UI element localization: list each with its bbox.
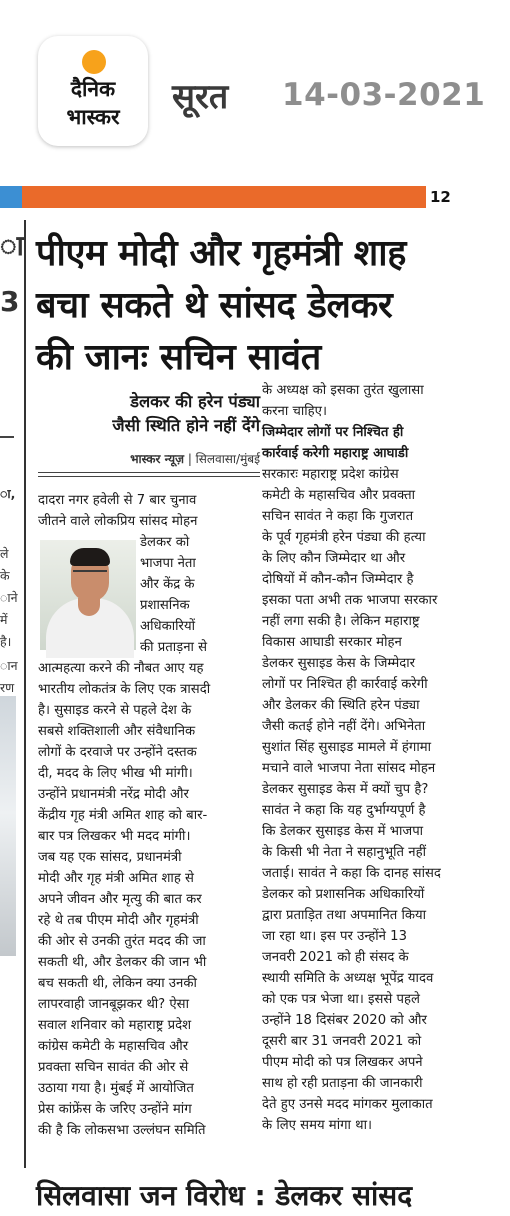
headline: [36, 228, 476, 384]
body-line: प्रशासनिक: [140, 598, 190, 613]
headline-line: की जानः सचिन सावंत: [36, 337, 321, 378]
body-line: है। सुसाइड करने से पहले देश के: [38, 703, 192, 718]
body-line: जताई। सावंत ने कहा कि दानह सांसद: [262, 866, 441, 881]
body-line: की प्रताड़ना से: [140, 640, 208, 655]
body-line: सकती थी, और डेलकर की जान भी: [38, 955, 207, 970]
adjacent-photo: [0, 696, 16, 956]
body-line: करना चाहिए।: [262, 404, 327, 419]
fragment-rule: [0, 436, 14, 438]
body-line: केंद्रीय गृह मंत्री अमित शाह को बार-: [38, 808, 208, 823]
body-line: कि डेलकर सुसाइड केस में भाजपा: [262, 824, 424, 839]
subheadline-line: डेलकर की हरेन पंड्या: [130, 392, 260, 411]
body-line: जब यह एक सांसद, प्रधानमंत्री: [38, 850, 182, 865]
body-line: अपने जीवन और मृत्यु की बात कर: [38, 892, 202, 907]
body-line: दूसरी बार 31 जनवरी 2021 को: [262, 1034, 422, 1049]
logo-text-top: दैनिक: [70, 76, 116, 101]
headline-line: पीएम मोदी और गृहमंत्री शाह: [36, 233, 407, 274]
next-article-headline: सिलवासा जन विरोध : डेलकर सांसद: [36, 1179, 413, 1212]
body-line: के पूर्व गृहमंत्री हरेन पंड्या की हत्या: [262, 530, 426, 545]
byline-place: | सिलवासा/मुंबई: [187, 452, 260, 466]
byline-rule: [38, 476, 260, 477]
byline: [38, 450, 260, 467]
edition-date: 14-03-2021: [282, 77, 486, 113]
body-line: सुशांत सिंह सुसाइड मामले में हंगामा: [262, 740, 432, 755]
body-line: बच सकती थी, लेकिन क्या उनकी: [38, 976, 197, 991]
adjacent-article-fragment: [0, 208, 24, 1168]
sun-icon: [82, 50, 106, 74]
fragment-text: रण: [0, 680, 15, 695]
fragment-text: ाने: [0, 590, 18, 605]
byline-source: भास्कर न्यूज़: [130, 452, 184, 466]
body-line: डेलकर सुसाइड केस में क्यों चुप है?: [262, 782, 429, 797]
body-line: कांग्रेस कमेटी के महासचिव और: [38, 1039, 189, 1054]
article-column-right: [262, 380, 472, 1136]
body-line: डेलकर को: [140, 535, 190, 550]
body-line: उन्होंने प्रधानमंत्री नरेंद्र मोदी और: [38, 787, 189, 802]
body-line: डेलकर सुसाइड केस के जिम्मेदार: [262, 656, 416, 671]
body-line: प्रेस कांफ्रेंस के जरिए उन्होंने मांग: [38, 1102, 192, 1117]
body-line: देते हुए उनसे मदद मांगकर मुलाकात: [262, 1097, 433, 1112]
body-line: उठाया गया है। मुंबई में आयोजित: [38, 1081, 194, 1096]
body-line: उन्होंने 18 दिसंबर 2020 को और: [262, 1013, 427, 1028]
body-line: कमेटी के महासचिव और प्रवक्ता: [262, 488, 416, 503]
page-number: 12: [430, 188, 451, 206]
body-line: लोगों के दरवाजे पर उन्होंने दस्तक: [38, 745, 197, 760]
section-subheading: कार्रवाई करेगी महाराष्ट्र आघाडी: [262, 446, 409, 461]
body-line: अधिकारियों: [140, 619, 196, 634]
page-strip-orange: [22, 186, 426, 208]
page-strip-blue: [0, 186, 22, 208]
body-line: इसका पता अभी तक भाजपा सरकार: [262, 593, 438, 608]
section-subheading: जिम्मेदार लोगों पर निश्चित ही: [262, 425, 404, 440]
body-line: के किसी भी नेता ने सहानुभूति नहीं: [262, 845, 427, 860]
fragment-text: में: [0, 612, 8, 627]
body-line: भारतीय लोकतंत्र के लिए एक त्रासदी: [38, 682, 211, 697]
body-line: स्थायी समिति के अध्यक्ष भूपेंद्र यादव: [262, 971, 434, 986]
fragment-text: ा: [0, 229, 24, 262]
body-line: दोषियों में कौन-कौन जिम्मेदार है: [262, 572, 414, 587]
fragment-text: के: [0, 568, 10, 583]
body-line: विकास आघाडी सरकार मोहन: [262, 635, 402, 650]
body-line: दादरा नगर हवेली से 7 बार चुनाव: [38, 493, 197, 508]
body-line: के लिए कौन जिम्मेदार था और: [262, 551, 406, 566]
body-line: लोगों पर निश्चित ही कार्रवाई करेगी: [262, 677, 428, 692]
fragment-text: ा,: [0, 486, 16, 501]
subheadline-line: जैसी स्थिति होने नहीं देंगे: [112, 416, 260, 435]
body-line: नहीं लगा सकी है। लेकिन महाराष्ट्र: [262, 614, 420, 629]
body-line: के लिए समय मांगा था।: [262, 1118, 372, 1133]
body-line: द्वारा प्रताड़ित तथा अपमानित किया: [262, 908, 427, 923]
edition-city: सूरत: [172, 77, 229, 117]
body-line: रहे थे तब पीएम मोदी और गृहमंत्री: [38, 913, 199, 928]
body-line: जैसी कतई होने नहीं देंगे। अभिनेता: [262, 719, 426, 734]
body-line: जनवरी 2021 को ही संसद के: [262, 950, 409, 965]
body-line: की है कि लोकसभा उल्लंघन समिति: [38, 1123, 206, 1138]
body-line: की ओर से उनकी तुरंत मदद की जा: [38, 934, 206, 949]
dainik-bhaskar-logo: [38, 36, 148, 146]
body-line: पीएम मोदी को पत्र लिखकर अपने: [262, 1055, 423, 1070]
body-line: के अध्यक्ष को इसका तुरंत खुलासा: [262, 383, 424, 398]
fragment-text: है।: [0, 634, 12, 649]
headline-line: बचा सकते थे सांसद डेलकर: [36, 285, 393, 326]
logo-text-bottom: भास्कर: [66, 104, 120, 129]
body-line: आत्महत्या करने की नौबत आए यह: [38, 661, 204, 676]
fragment-text: ले: [0, 546, 9, 561]
body-line: मचाने वाले भाजपा नेता सांसद मोहन: [262, 761, 436, 776]
body-line: डेलकर को प्रशासनिक अधिकारियों: [262, 887, 425, 902]
body-line: जीतने वाले लोकप्रिय सांसद मोहन: [38, 514, 198, 529]
body-line: साथ हो रही प्रताड़ना की जानकारी: [262, 1076, 423, 1091]
body-line: को एक पत्र भेजा था। इससे पहले: [262, 992, 420, 1007]
subheadline: [38, 390, 260, 438]
body-line: सरकारः महाराष्ट्र प्रदेश कांग्रेस: [262, 467, 399, 482]
byline-rule: [38, 472, 260, 473]
body-line: बार पत्र लिखकर भी मदद मांगी।: [38, 829, 191, 844]
body-line: सचिन सावंत ने कहा कि गुजरात: [262, 509, 414, 524]
body-line: प्रवक्ता सचिन सावंत की ओर से: [38, 1060, 189, 1075]
body-line: और डेलकर की स्थिति हरेन पंड्या: [262, 698, 420, 713]
body-line: दी, मदद के लिए भीख भी मांगी।: [38, 766, 193, 781]
body-line: भाजपा नेता: [140, 556, 196, 571]
column-divider: [24, 220, 26, 1168]
fragment-text: ान: [0, 658, 18, 673]
body-line: और केंद्र के: [140, 577, 195, 592]
article-column-left: [38, 490, 260, 1141]
body-line: सावंत ने कहा कि यह दुर्भाग्यपूर्ण है: [262, 803, 426, 818]
body-line: लापरवाही जानबूझकर थी? ऐसा: [38, 997, 189, 1012]
body-line: जा रहा था। इस पर उन्होंने 13: [262, 929, 407, 944]
body-line: सबसे शक्तिशाली और संवैधानिक: [38, 724, 196, 739]
fragment-text: 3: [0, 285, 20, 318]
body-line: सवाल शनिवार को महाराष्ट्र प्रदेश: [38, 1018, 192, 1033]
body-line: मोदी और गृह मंत्री अमित शाह से: [38, 871, 194, 886]
